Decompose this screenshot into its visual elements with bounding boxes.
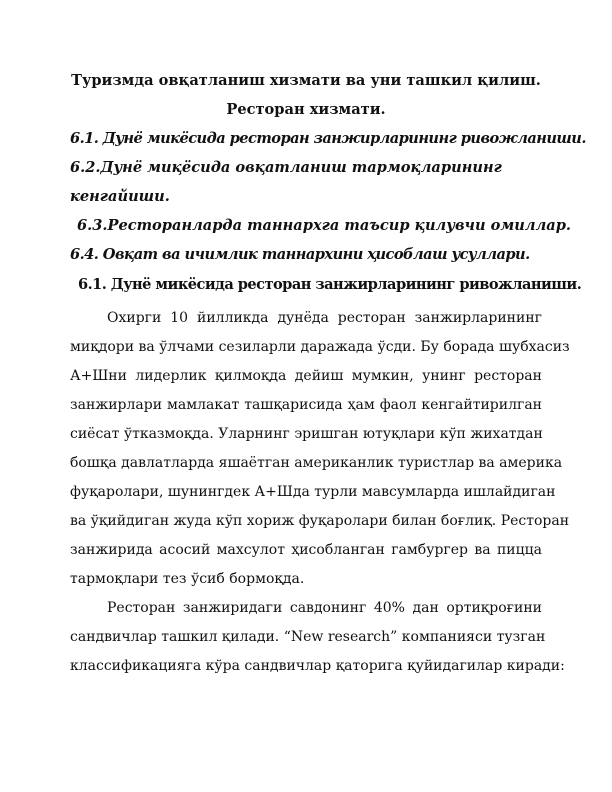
paragraph-1-line: сиёсат ўтказмоқда. Уларнинг эришган ютуқлари кўп жихатдан	[70, 426, 543, 442]
paragraph-1-line: занжирлари мамлакат ташқарисида ҳам фаол кенгайтирилган	[70, 397, 542, 413]
document-title-line-1: Туризмда овқатланиш хизмати ва уни ташкил қилиш.	[71, 72, 541, 89]
paragraph-1-line: бошқа давлатларда яшаётган американлик туристлар ва америка	[70, 455, 563, 471]
paragraph-1-line: ва ўқийдиган жуда кўп хориж фуқаролари билан боғлиқ. Ресторан	[70, 513, 570, 529]
paragraph-1-line: Охирги 10 йилликда дунёда ресторан занжирларининг	[107, 310, 542, 326]
section-heading: 6.1. Дунё микёсида ресторан занжирларининг ривожланиши.	[78, 276, 582, 293]
paragraph-2-line: Ресторан занжиридаги савдонинг 40% дан ортиқроғини	[107, 600, 542, 616]
paragraph-1-line: миқдори ва ўлчами сезиларли даражада ўсди. Бу борада шубхасиз	[70, 339, 570, 355]
paragraph-1-line: тармоқлари тез ўсиб бормоқда.	[70, 571, 305, 587]
toc-item-6-2-line-2: кенгайиши.	[70, 188, 170, 205]
paragraph-2-line: сандвичлар ташкил қилади. “New research” компанияси тузган	[70, 629, 546, 645]
toc-item-6-2-line-1: 6.2.Дунё миқёсида овқатланиш тармоқларининг	[70, 159, 502, 176]
toc-item-6-1: 6.1. Дунё микёсида ресторан занжирларининг ривожланиши.	[70, 130, 586, 147]
paragraph-2-line: классификацияга кўра сандвичлар қаторига қуйидагилар киради:	[70, 658, 565, 674]
paragraph-1-line: занжирида асосий махсулот ҳисобланган гамбургер ва пицца	[70, 542, 542, 558]
toc-item-6-3: 6.3.Ресторанларда таннархга таъсир қилувчи омиллар.	[77, 217, 571, 234]
paragraph-1-line: фуқаролари, шунингдек А+Шда турли мавсумларда ишлайдиган	[70, 484, 556, 500]
paragraph-1-line: А+Шни лидерлик қилмоқда дейиш мумкин, унинг ресторан	[70, 368, 542, 384]
document-title-line-2: Ресторан хизмати.	[226, 101, 386, 118]
toc-item-6-4: 6.4. Овқат ва ичимлик таннархини ҳисоблаш усуллари.	[70, 246, 530, 263]
